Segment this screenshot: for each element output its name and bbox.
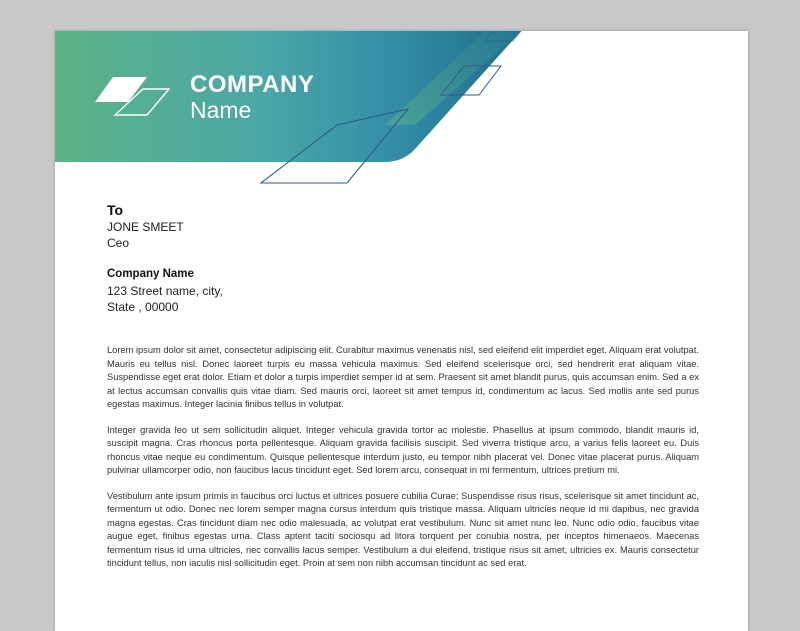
- recipient-name: JONE SMEET: [107, 220, 184, 234]
- address-line-2: State , 00000: [107, 300, 179, 314]
- body-paragraph-2: Integer gravida leo ut sem sollicitudin aliquet. Integer vehicula gravida tortor ac molestie. Phasellus at ipsum commodo, blandit mauris id, suscipit magna. Cras rhoncus porta pellentesque. Aliquam gravida facilisis suscipit. Sed viverra tristique arcu, a varius felis laoreet eu. Duis rhoncus vitae neque eu condimentum. Quisque pellentesque interdum justo, eu tempor nibh placerat vel. Donec vitae placerat purus. Aliquam pulvinar ullamcorper odio, non faucibus lacus tincidunt eget. Sed lorem arcu, consequat in mi fermentum, ultrices pretium mi.: [107, 424, 699, 475]
- letter-body: [107, 344, 699, 583]
- body-paragraph-1: Lorem ipsum dolor sit amet, consectetur adipiscing elit. Curabitur maximus venenatis nisl, sed eleifend elit imperdiet eget. Aliquam erat volutpat. Mauris eu tellus nisl. Donec laoreet turpis eu massa vehicula maximus. Sed eleifend scelerisque orci, sed hendrerit erat aliquam vitae. Suspendisse eget erat dolor. Etiam et dolor a turpis imperdiet semper id at sem. Praesent sit amet blandit purus, quis accumsan enim. Sed a ex at lectus accumsan convallis quis vitae diam. Sed mauris orci, laoreet sit amet tempus id, condimentum ac lacus. Sed mollis ante sed purus egestas maximus. Integer lacinia finibus tellus in volutpat.: [107, 345, 699, 409]
- address-line-1: 123 Street name, city,: [107, 284, 223, 298]
- body-paragraph-3: Vestibulum ante ipsum primis in faucibus orci luctus et ultrices posuere cubilia Curae; Suspendisse risus risus, scelerisque sit amet tincidunt ac, fermentum ut odio. Donec nec lorem semper magna cursus interdum quis tristique massa. Aliquam ultricies neque id mi dapibus, nec gravida magna egestas. Cras tincidunt diam nec odio malesuada, ac volutpat erat vestibulum. Nunc sit amet nunc leo. Nunc odio odio, faucibus vitae augue eget, finibus egestas urna. Class aptent taciti sociosqu ad litora torquent per conubia nostra, per inceptos himenaeos. Maecenas fermentum risus id urna ultricies, nec convallis lacus semper. Vestibulum a dui eleifend, tristique risus sit amet, ultricies ex. Mauris consectetur tincidunt tellus, non iaculis nisl sollicitudin eget. Proin at sem non nibh accumsan tincidunt ac sed erat.: [107, 490, 699, 568]
- address-block: [107, 265, 223, 315]
- company-subtitle: Name: [190, 97, 252, 123]
- recipient-label: To: [107, 202, 124, 218]
- address-company-name: Company Name: [107, 268, 194, 280]
- letterhead-page: [55, 31, 748, 631]
- recipient-role: Ceo: [107, 236, 130, 250]
- company-logo-icon: [95, 75, 170, 117]
- company-title: COMPANY: [190, 71, 315, 98]
- recipient-block: [107, 201, 184, 251]
